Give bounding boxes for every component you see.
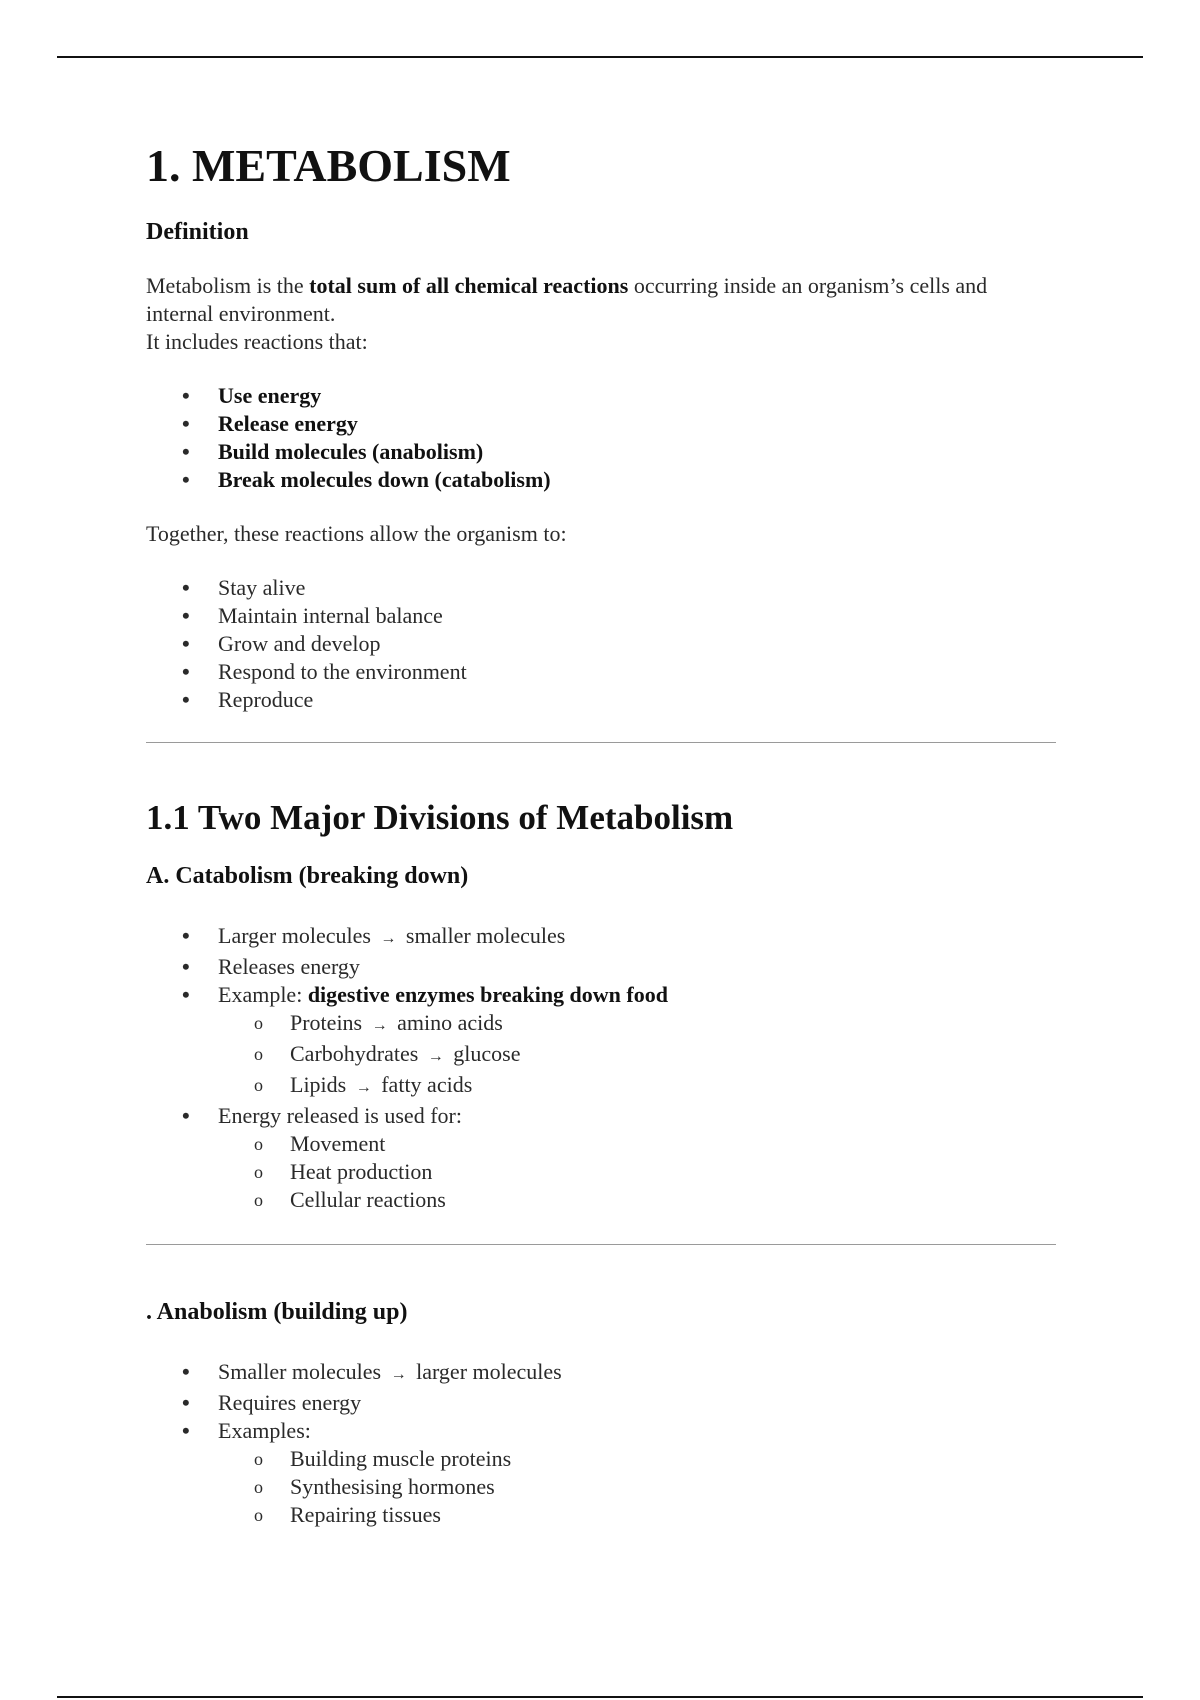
arrow-icon: →: [371, 1017, 388, 1035]
list-item: • Stay alive: [182, 575, 306, 601]
definition-paragraph: [146, 272, 1056, 328]
sub-bullet-icon: o: [254, 1013, 263, 1034]
anabolism-list: [146, 1358, 1056, 1529]
sub-bullet-icon: o: [254, 1044, 263, 1065]
sub-bullet-icon: o: [254, 1162, 263, 1183]
together-list: [146, 574, 1056, 714]
definition-text-pre: Metabolism is the: [146, 273, 310, 299]
page-top-rule: [57, 56, 1143, 58]
list-item: o Movement: [254, 1131, 386, 1157]
bullet-icon: •: [182, 954, 190, 980]
arrow-icon: →: [390, 1366, 407, 1384]
list-item: • Energy released is used for: o Movement o Heat production o Cellular reactions: [146, 1102, 1056, 1214]
list-item: • Maintain internal balance: [182, 603, 443, 629]
bullet-icon: •: [182, 1418, 190, 1444]
catabolism-heading: A. Catabolism (breaking down): [146, 863, 469, 890]
list-item: o Synthesising hormones: [254, 1474, 495, 1500]
list-item: • Release energy: [182, 411, 358, 437]
list-item: • Example: digestive enzymes breaking down food o Proteins → amino acids o Carbohydrates → glucose o Lipids → fatty acids: [146, 981, 1056, 1102]
bullet-icon: •: [182, 631, 190, 657]
list-item: • Smaller molecules → larger molecules: [182, 1359, 562, 1385]
together-intro: Together, these reactions allow the organism to:: [146, 521, 567, 547]
list-item: • Requires energy: [182, 1390, 362, 1416]
list-item: o Heat production: [254, 1159, 433, 1185]
definition-text-bold: total sum of all chemical reactions: [309, 273, 629, 299]
list-item: o Repairing tissues: [254, 1502, 441, 1528]
energy-uses: [218, 1130, 1056, 1214]
list-item: • Grow and develop: [182, 631, 381, 657]
includes-intro: It includes reactions that:: [146, 329, 368, 355]
section-divider: [146, 742, 1056, 743]
sub-bullet-icon: o: [254, 1505, 263, 1526]
arrow-icon: →: [355, 1079, 372, 1097]
list-item: • Use energy: [182, 383, 322, 409]
arrow-icon: →: [380, 930, 397, 948]
bullet-icon: •: [182, 659, 190, 685]
section-title: 1.1 Two Major Divisions of Metabolism: [146, 798, 734, 838]
includes-list: [146, 382, 1056, 494]
list-item: o Lipids → fatty acids: [254, 1072, 473, 1098]
anabolism-examples: [218, 1445, 1056, 1529]
page-title: 1. METABOLISM: [146, 140, 511, 191]
sub-bullet-icon: o: [254, 1449, 263, 1470]
list-item: o Building muscle proteins: [254, 1446, 512, 1472]
list-item: • Reproduce: [182, 687, 314, 713]
bullet-icon: •: [182, 687, 190, 713]
list-item: o Carbohydrates → glucose: [254, 1041, 521, 1067]
section-divider: [146, 1244, 1056, 1245]
bullet-icon: •: [182, 1103, 190, 1129]
list-item: • Releases energy: [182, 954, 360, 980]
bullet-icon: •: [182, 603, 190, 629]
catabolism-list: [146, 922, 1056, 1214]
bullet-icon: •: [182, 467, 190, 493]
list-item: o Cellular reactions: [254, 1187, 446, 1213]
catabolism-examples: [218, 1009, 1056, 1102]
bullet-icon: •: [182, 439, 190, 465]
list-item: • Break molecules down (catabolism): [182, 467, 551, 493]
arrow-icon: →: [427, 1048, 444, 1066]
list-item: • Build molecules (anabolism): [182, 439, 484, 465]
sub-bullet-icon: o: [254, 1075, 263, 1096]
bullet-icon: •: [182, 383, 190, 409]
definition-text-post: occurring inside an organism’s cells and internal environment.: [146, 273, 988, 327]
bullet-icon: •: [182, 411, 190, 437]
anabolism-heading: . Anabolism (building up): [146, 1299, 408, 1326]
sub-bullet-icon: o: [254, 1477, 263, 1498]
document-body: [146, 140, 1056, 1555]
list-item: • Examples: o Building muscle proteins o Synthesising hormones o Repairing tissues: [146, 1417, 1056, 1529]
list-item: o Proteins → amino acids: [254, 1010, 503, 1036]
list-item: • Respond to the environment: [182, 659, 467, 685]
sub-bullet-icon: o: [254, 1190, 263, 1211]
bullet-icon: •: [182, 575, 190, 601]
bullet-icon: •: [182, 982, 190, 1008]
sub-bullet-icon: o: [254, 1134, 263, 1155]
bullet-icon: •: [182, 923, 190, 949]
bullet-icon: •: [182, 1390, 190, 1416]
page-bottom-rule: [57, 1696, 1143, 1698]
definition-heading: Definition: [146, 218, 249, 245]
list-item: • Larger molecules → smaller molecules: [182, 923, 566, 949]
bullet-icon: •: [182, 1359, 190, 1385]
